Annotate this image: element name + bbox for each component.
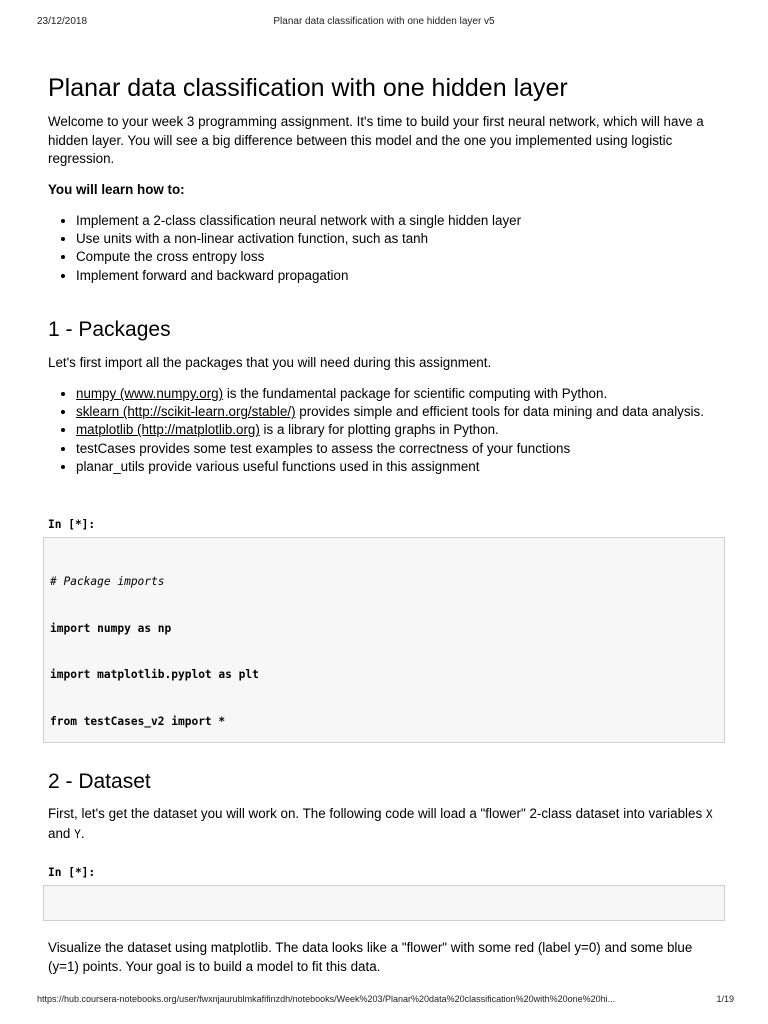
print-title: Planar data classification with one hidden layer v5 (273, 16, 495, 27)
list-item: • testCases provides some test examples to assess the correctness of your functions (76, 440, 724, 458)
code-line: import matplotlib.pyplot as plt (50, 668, 259, 681)
matplotlib-link[interactable]: matplotlib (http://matplotlib.org) (76, 422, 260, 438)
sklearn-link[interactable]: sklearn (http://scikit-learn.org/stable/) (76, 404, 296, 420)
code-line: from testCases_v2 import * (50, 714, 226, 728)
section-heading-dataset: 2 - Dataset (48, 770, 151, 793)
list-item: • numpy (www.numpy.org) is the fundamental package for scientific computing with Python. (76, 385, 724, 403)
list-item: • sklearn (http://scikit-learn.org/stable/) provides simple and efficient tools for data mining and data analysis. (76, 403, 724, 421)
list-item: • Implement a 2-class classification neural network with a single hidden layer (76, 212, 724, 230)
dataset-outro: Visualize the dataset using matplotlib. The data looks like a "flower" with some red (label y=0) and some blue (y=1) points. Your goal is to build a model to fit this data. (48, 940, 693, 974)
cell-prompt: In [*]: (48, 866, 96, 879)
code-cell-imports[interactable] (43, 537, 725, 743)
section-heading-packages: 1 - Packages (48, 318, 171, 341)
learn-list (48, 212, 724, 285)
intro-paragraph: Welcome to your week 3 programming assignment. It's time to build your first neural network, which will have a hidden layer. You will see a big difference between this model and the one you implemented using logistic regression. (48, 114, 704, 166)
footer-url: https://hub.coursera-notebooks.org/user/fwxnjaurublmkafifinzdh/notebooks/Week%203/Planar%20data%20classification%20with%20one%20hi... (37, 994, 616, 1004)
list-item: • Implement forward and backward propagation (76, 267, 724, 285)
print-date: 23/12/2018 (37, 16, 88, 27)
learn-heading: You will learn how to: (48, 182, 185, 197)
numpy-link[interactable]: numpy (www.numpy.org) (76, 386, 224, 401)
packages-list (48, 385, 724, 476)
list-item: • Use units with a non-linear activation function, such as tanh (76, 230, 724, 248)
code-line: # Package imports (50, 575, 165, 588)
list-item: • Compute the cross entropy loss (76, 248, 724, 266)
dataset-intro: First, let's get the dataset you will work on. The following code will load a "flower" 2-class dataset into variables X and Y. (48, 806, 713, 841)
packages-intro: Let's first import all the packages that you will need during this assignment. (48, 355, 492, 370)
page-title: Planar data classification with one hidden layer (48, 74, 568, 102)
list-item: • matplotlib (http://matplotlib.org) is a library for plotting graphs in Python. (76, 421, 724, 439)
cell-prompt: In [*]: (48, 518, 96, 531)
page-number: 1/19 (716, 994, 734, 1004)
code-line: import numpy as np (50, 621, 172, 635)
list-item: • planar_utils provide various useful functions used in this assignment (76, 458, 724, 476)
code-cell-load-dataset[interactable] (43, 885, 725, 921)
